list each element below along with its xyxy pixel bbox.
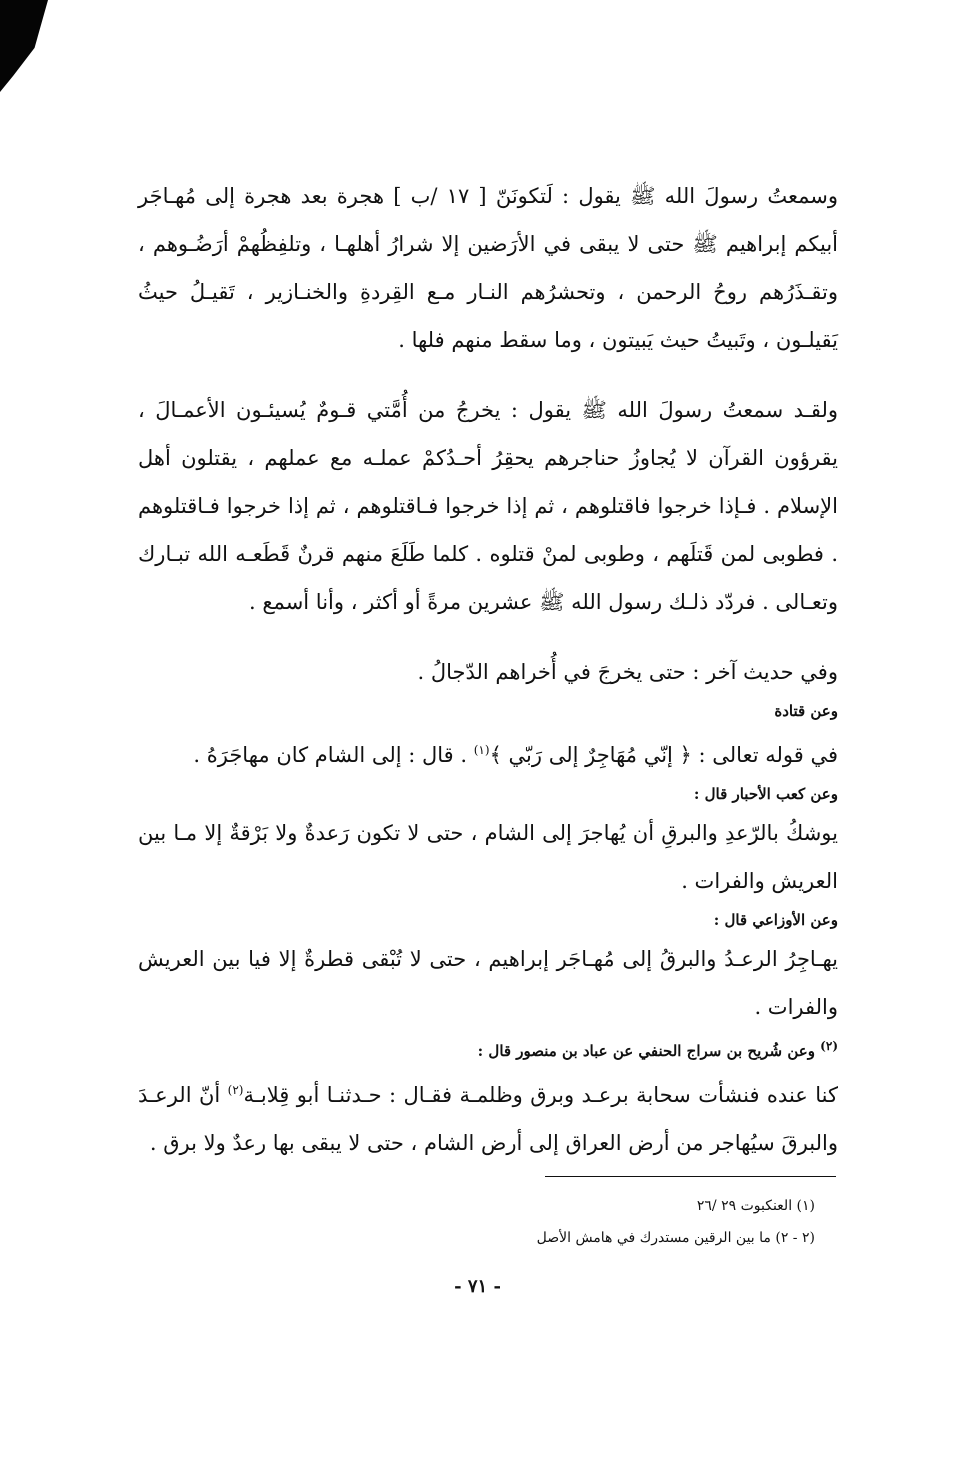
- heading-awzai: وعن الأوزاعي قال :: [713, 911, 838, 929]
- paragraph-7: [138, 1066, 838, 1167]
- footnote-divider: [545, 1176, 836, 1177]
- paragraph-4-tail: . قال : إلى الشام كان مهاجَرَهُ .: [193, 743, 474, 767]
- paragraph-7-end: أنّ الرعـدَ والبرقَ سيُهاجر من أرض العراق إلى أرض الشام ، حتى لا يبقى بها رعدٌ ولا برق .: [138, 1083, 838, 1155]
- page-number: - ٧١ -: [454, 1276, 501, 1297]
- scan-corner-mark: [0, 0, 48, 92]
- footnote-2: (٢ - ٢) ما بين الرقين مستدرك في هامش الأصل: [536, 1230, 815, 1246]
- paragraph-1: وسمعتُ رسولَ الله ﷺ يقول : لَتكونَنّ [ ١٧ /ب ] هجرة بعد هجرة إلى مُهـاجَر أبيكم إبراهيم ﷺ حتى لا يبقى في الأرَضين إلا شرارُ أهلهـا ، وتلفِظُهمْ أرَضُـوهم ، وتقـذَرُهم روحُ الرحمن ، وتحشرُهم النـار مـع القِردةِ والخنـازير ، تَقيـلُ حيثُ يَقيلـون ، وتَبيتُ حيث يَبيتون ، وما سقط منهم فلها .: [138, 184, 838, 352]
- paragraph-4: [138, 726, 838, 779]
- footnote-ref-1: (١): [473, 743, 490, 757]
- footnote-ref-2-close: (٢): [227, 1083, 244, 1097]
- heading-shurayh: [138, 1031, 838, 1066]
- paragraph-5: يوشكُ بالرّعدِ والبرقِ أن يُهاجرَ إلى الشام ، حتى لا تكون رَعدةٌ ولا بَرْقةٌ إلا مـا بين العريش والفرات .: [138, 821, 838, 893]
- heading-kaab: وعن كعب الأحبار قال :: [693, 785, 838, 803]
- footnote-ref-2-open: (٢): [820, 1039, 838, 1053]
- paragraph-3: وفي حديث آخر : حتى يخرجَ في أُخراهم الدّجالُ .: [417, 660, 838, 684]
- footnote-1: (١) العنكبوت ٢٩ /٢٦: [696, 1198, 815, 1214]
- paragraph-7-start: كنا عنده فنشأت سحابة برعـد وبرق وظلمـة فقـال : حـدثنـا أبو قِلابـة: [243, 1083, 838, 1107]
- paragraph-6: يهـاجِرُ الرعـدُ والبرقُ إلى مُهـاجَر إبراهيم ، حتى لا تُبْقى قطرةٌ إلا فيا بين العريش والفرات .: [138, 947, 838, 1019]
- page-body: [138, 172, 838, 1167]
- heading-qatada: وعن قتادة: [774, 702, 838, 720]
- heading-shurayh-text: وعن شُريح بن سراج الحنفي عن عباد بن منصور قال :: [477, 1042, 821, 1060]
- quran-quote: في قوله تعالى : ﴿ إنّي مُهَاجِرٌ إلى رَبّي ﴾: [489, 743, 838, 767]
- paragraph-2: ولقـد سمعتُ رسولَ الله ﷺ يقول : يخرجُ من أُمَّتي قـومٌ يُسيئـون الأعمـالَ ، يقرؤون القرآن لا يُجاوزُ حناجرهم يحقِرُ أحـدُكمْ عملـه مع عملهم ، يقتلون أهل الإسلام . فـإذا خرجوا فاقتلوهم ، ثم إذا خرجوا فـاقتلوهم ، ثم إذا خرجوا فـاقتلوهم . فطوبى لمن قَتلَهم ، وطوبى لمنْ قتلوه . كلما طَلَعَ منهم قرنٌ قَطَعـه الله تبـارك وتعـالى . فردّد ذلـك رسول الله ﷺ عشرين مرةً أو أكثر ، وأنا أسمع .: [138, 398, 838, 614]
